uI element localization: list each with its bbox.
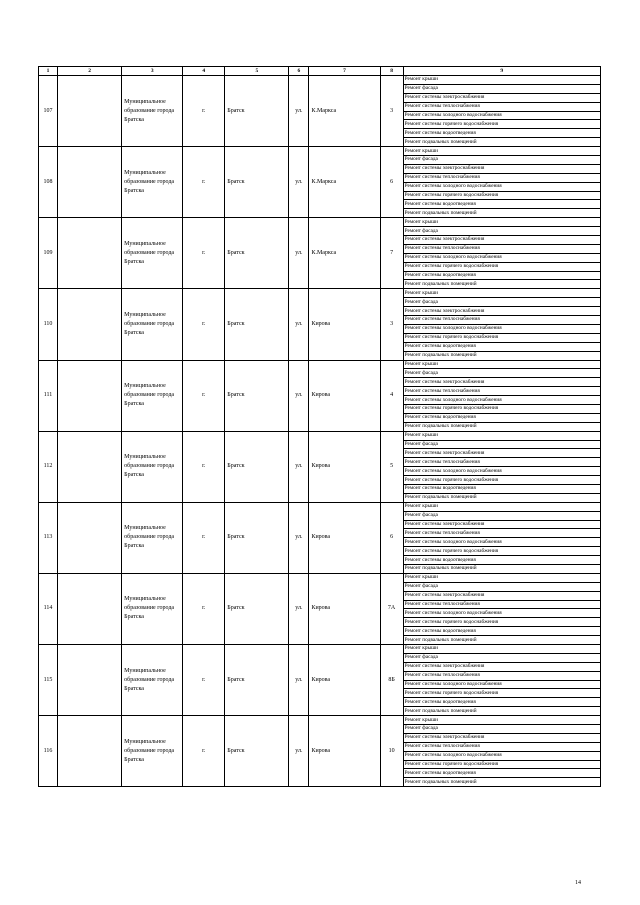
work-type-cell: Ремонт системы теплоснабжения bbox=[403, 173, 600, 182]
street-cell: Кирова bbox=[309, 573, 380, 644]
work-type-cell: Ремонт системы горячего водоснабжения bbox=[403, 404, 600, 413]
page-number: 14 bbox=[575, 880, 581, 886]
work-type-cell: Ремонт системы горячего водоснабжения bbox=[403, 191, 600, 200]
header-cell: 7 bbox=[309, 67, 380, 76]
work-type-cell: Ремонт крыши bbox=[403, 573, 600, 582]
works-table bbox=[38, 66, 601, 787]
row-number: 115 bbox=[39, 645, 58, 716]
work-type-cell: Ремонт системы горячего водоснабжения bbox=[403, 689, 600, 698]
work-type-cell: Ремонт фасада bbox=[403, 440, 600, 449]
header-cell: 8 bbox=[380, 67, 403, 76]
row-number: 109 bbox=[39, 218, 58, 289]
city-cell: Братск bbox=[225, 645, 289, 716]
owner-cell: Муниципальное образование города Братска bbox=[122, 716, 183, 787]
work-type-cell: Ремонт системы холодного водоснабжения bbox=[403, 324, 600, 333]
work-type-cell: Ремонт системы электроснабжения bbox=[403, 236, 600, 245]
work-type-cell: Ремонт фасада bbox=[403, 227, 600, 236]
table-row bbox=[39, 76, 601, 85]
owner-cell: Муниципальное образование города Братска bbox=[122, 289, 183, 360]
empty-cell bbox=[58, 502, 122, 573]
work-type-cell: Ремонт системы холодного водоснабжения bbox=[403, 182, 600, 191]
street-type-cell: ул. bbox=[289, 573, 309, 644]
work-type-cell: Ремонт системы теплоснабжения bbox=[403, 742, 600, 751]
work-type-cell: Ремонт системы теплоснабжения bbox=[403, 600, 600, 609]
street-cell: К.Маркса bbox=[309, 76, 380, 147]
work-type-cell: Ремонт фасада bbox=[403, 725, 600, 734]
house-number: 3 bbox=[380, 289, 403, 360]
work-type-cell: Ремонт фасада bbox=[403, 298, 600, 307]
work-type-cell: Ремонт системы горячего водоснабжения bbox=[403, 547, 600, 556]
house-number: 6 bbox=[380, 147, 403, 218]
header-cell: 4 bbox=[183, 67, 225, 76]
work-type-cell: Ремонт подвальных помещений bbox=[403, 138, 600, 147]
city-type-cell: г. bbox=[183, 360, 225, 431]
street-cell: Кирова bbox=[309, 502, 380, 573]
work-type-cell: Ремонт системы электроснабжения bbox=[403, 307, 600, 316]
street-type-cell: ул. bbox=[289, 431, 309, 502]
work-type-cell: Ремонт системы теплоснабжения bbox=[403, 316, 600, 325]
table-row bbox=[39, 573, 601, 582]
work-type-cell: Ремонт системы электроснабжения bbox=[403, 378, 600, 387]
row-number: 116 bbox=[39, 716, 58, 787]
work-type-cell: Ремонт подвальных помещений bbox=[403, 707, 600, 716]
work-type-cell: Ремонт системы электроснабжения bbox=[403, 733, 600, 742]
owner-cell: Муниципальное образование города Братска bbox=[122, 502, 183, 573]
work-type-cell: Ремонт системы электроснабжения bbox=[403, 449, 600, 458]
work-type-cell: Ремонт системы водоотведения bbox=[403, 413, 600, 422]
work-type-cell: Ремонт системы водоотведения bbox=[403, 698, 600, 707]
city-type-cell: г. bbox=[183, 431, 225, 502]
owner-cell: Муниципальное образование города Братска bbox=[122, 431, 183, 502]
work-type-cell: Ремонт системы электроснабжения bbox=[403, 93, 600, 102]
city-cell: Братск bbox=[225, 218, 289, 289]
owner-cell: Муниципальное образование города Братска bbox=[122, 76, 183, 147]
work-type-cell: Ремонт системы водоотведения bbox=[403, 129, 600, 138]
work-type-cell: Ремонт системы водоотведения bbox=[403, 556, 600, 565]
table-row bbox=[39, 502, 601, 511]
owner-cell: Муниципальное образование города Братска bbox=[122, 360, 183, 431]
table-row bbox=[39, 289, 601, 298]
city-cell: Братск bbox=[225, 76, 289, 147]
work-type-cell: Ремонт системы горячего водоснабжения bbox=[403, 618, 600, 627]
work-type-cell: Ремонт системы электроснабжения bbox=[403, 662, 600, 671]
work-type-cell: Ремонт системы электроснабжения bbox=[403, 164, 600, 173]
work-type-cell: Ремонт подвальных помещений bbox=[403, 422, 600, 431]
work-type-cell: Ремонт крыши bbox=[403, 716, 600, 725]
table-row bbox=[39, 147, 601, 156]
table-row bbox=[39, 218, 601, 227]
table-row bbox=[39, 431, 601, 440]
header-cell: 2 bbox=[58, 67, 122, 76]
work-type-cell: Ремонт подвальных помещений bbox=[403, 778, 600, 787]
work-type-cell: Ремонт системы холодного водоснабжения bbox=[403, 396, 600, 405]
work-type-cell: Ремонт системы горячего водоснабжения bbox=[403, 262, 600, 271]
street-cell: Кирова bbox=[309, 360, 380, 431]
work-type-cell: Ремонт системы электроснабжения bbox=[403, 591, 600, 600]
work-type-cell: Ремонт системы холодного водоснабжения bbox=[403, 467, 600, 476]
header-cell: 5 bbox=[225, 67, 289, 76]
work-type-cell: Ремонт системы теплоснабжения bbox=[403, 244, 600, 253]
row-number: 111 bbox=[39, 360, 58, 431]
work-type-cell: Ремонт системы водоотведения bbox=[403, 769, 600, 778]
owner-cell: Муниципальное образование города Братска bbox=[122, 147, 183, 218]
header-cell: 9 bbox=[403, 67, 600, 76]
work-type-cell: Ремонт фасада bbox=[403, 156, 600, 165]
house-number: 3 bbox=[380, 76, 403, 147]
work-type-cell: Ремонт крыши bbox=[403, 431, 600, 440]
empty-cell bbox=[58, 645, 122, 716]
city-type-cell: г. bbox=[183, 147, 225, 218]
work-type-cell: Ремонт системы холодного водоснабжения bbox=[403, 538, 600, 547]
work-type-cell: Ремонт системы холодного водоснабжения bbox=[403, 751, 600, 760]
work-type-cell: Ремонт крыши bbox=[403, 76, 600, 85]
street-type-cell: ул. bbox=[289, 76, 309, 147]
street-type-cell: ул. bbox=[289, 645, 309, 716]
row-number: 114 bbox=[39, 573, 58, 644]
header-cell: 3 bbox=[122, 67, 183, 76]
work-type-cell: Ремонт системы холодного водоснабжения bbox=[403, 253, 600, 262]
work-type-cell: Ремонт крыши bbox=[403, 360, 600, 369]
work-type-cell: Ремонт фасада bbox=[403, 369, 600, 378]
street-type-cell: ул. bbox=[289, 502, 309, 573]
work-type-cell: Ремонт подвальных помещений bbox=[403, 209, 600, 218]
table-row bbox=[39, 645, 601, 654]
row-number: 112 bbox=[39, 431, 58, 502]
city-cell: Братск bbox=[225, 431, 289, 502]
work-type-cell: Ремонт системы горячего водоснабжения bbox=[403, 760, 600, 769]
work-type-cell: Ремонт системы теплоснабжения bbox=[403, 671, 600, 680]
work-type-cell: Ремонт подвальных помещений bbox=[403, 351, 600, 360]
city-type-cell: г. bbox=[183, 645, 225, 716]
work-type-cell: Ремонт системы водоотведения bbox=[403, 484, 600, 493]
work-type-cell: Ремонт крыши bbox=[403, 147, 600, 156]
work-type-cell: Ремонт фасада bbox=[403, 84, 600, 93]
work-type-cell: Ремонт системы водоотведения bbox=[403, 627, 600, 636]
work-type-cell: Ремонт системы холодного водоснабжения bbox=[403, 609, 600, 618]
city-type-cell: г. bbox=[183, 573, 225, 644]
header-row bbox=[39, 67, 601, 76]
city-type-cell: г. bbox=[183, 218, 225, 289]
work-type-cell: Ремонт крыши bbox=[403, 289, 600, 298]
street-cell: Кирова bbox=[309, 431, 380, 502]
city-type-cell: г. bbox=[183, 716, 225, 787]
work-type-cell: Ремонт фасада bbox=[403, 511, 600, 520]
work-type-cell: Ремонт системы горячего водоснабжения bbox=[403, 476, 600, 485]
work-type-cell: Ремонт фасада bbox=[403, 653, 600, 662]
empty-cell bbox=[58, 218, 122, 289]
table-row bbox=[39, 716, 601, 725]
owner-cell: Муниципальное образование города Братска bbox=[122, 645, 183, 716]
header-cell: 1 bbox=[39, 67, 58, 76]
work-type-cell: Ремонт системы горячего водоснабжения bbox=[403, 120, 600, 129]
work-type-cell: Ремонт системы водоотведения bbox=[403, 200, 600, 209]
row-number: 107 bbox=[39, 76, 58, 147]
work-type-cell: Ремонт системы холодного водоснабжения bbox=[403, 680, 600, 689]
house-number: 6 bbox=[380, 502, 403, 573]
house-number: 7А bbox=[380, 573, 403, 644]
street-type-cell: ул. bbox=[289, 360, 309, 431]
city-cell: Братск bbox=[225, 502, 289, 573]
work-type-cell: Ремонт системы теплоснабжения bbox=[403, 529, 600, 538]
street-cell: Кирова bbox=[309, 716, 380, 787]
work-type-cell: Ремонт крыши bbox=[403, 645, 600, 654]
city-cell: Братск bbox=[225, 289, 289, 360]
work-type-cell: Ремонт подвальных помещений bbox=[403, 280, 600, 289]
street-type-cell: ул. bbox=[289, 147, 309, 218]
city-cell: Братск bbox=[225, 716, 289, 787]
work-type-cell: Ремонт крыши bbox=[403, 502, 600, 511]
row-number: 110 bbox=[39, 289, 58, 360]
work-type-cell: Ремонт системы теплоснабжения bbox=[403, 387, 600, 396]
work-type-cell: Ремонт фасада bbox=[403, 582, 600, 591]
row-number: 113 bbox=[39, 502, 58, 573]
empty-cell bbox=[58, 573, 122, 644]
house-number: 8Б bbox=[380, 645, 403, 716]
header-cell: 6 bbox=[289, 67, 309, 76]
work-type-cell: Ремонт системы теплоснабжения bbox=[403, 458, 600, 467]
street-type-cell: ул. bbox=[289, 218, 309, 289]
city-cell: Братск bbox=[225, 147, 289, 218]
city-type-cell: г. bbox=[183, 289, 225, 360]
empty-cell bbox=[58, 289, 122, 360]
work-type-cell: Ремонт крыши bbox=[403, 218, 600, 227]
empty-cell bbox=[58, 360, 122, 431]
house-number: 10 bbox=[380, 716, 403, 787]
city-cell: Братск bbox=[225, 573, 289, 644]
street-cell: К.Маркса bbox=[309, 147, 380, 218]
work-type-cell: Ремонт системы электроснабжения bbox=[403, 520, 600, 529]
work-type-cell: Ремонт системы холодного водоснабжения bbox=[403, 111, 600, 120]
street-cell: К.Маркса bbox=[309, 218, 380, 289]
city-type-cell: г. bbox=[183, 502, 225, 573]
work-type-cell: Ремонт подвальных помещений bbox=[403, 493, 600, 502]
empty-cell bbox=[58, 716, 122, 787]
house-number: 4 bbox=[380, 360, 403, 431]
work-type-cell: Ремонт подвальных помещений bbox=[403, 636, 600, 645]
city-type-cell: г. bbox=[183, 76, 225, 147]
work-type-cell: Ремонт системы горячего водоснабжения bbox=[403, 333, 600, 342]
street-type-cell: ул. bbox=[289, 716, 309, 787]
street-cell: Кирова bbox=[309, 645, 380, 716]
house-number: 5 bbox=[380, 431, 403, 502]
house-number: 7 bbox=[380, 218, 403, 289]
empty-cell bbox=[58, 147, 122, 218]
work-type-cell: Ремонт подвальных помещений bbox=[403, 564, 600, 573]
table-row bbox=[39, 360, 601, 369]
owner-cell: Муниципальное образование города Братска bbox=[122, 218, 183, 289]
empty-cell bbox=[58, 431, 122, 502]
row-number: 108 bbox=[39, 147, 58, 218]
street-cell: Кирова bbox=[309, 289, 380, 360]
city-cell: Братск bbox=[225, 360, 289, 431]
work-type-cell: Ремонт системы водоотведения bbox=[403, 342, 600, 351]
owner-cell: Муниципальное образование города Братска bbox=[122, 573, 183, 644]
work-type-cell: Ремонт системы теплоснабжения bbox=[403, 102, 600, 111]
street-type-cell: ул. bbox=[289, 289, 309, 360]
empty-cell bbox=[58, 76, 122, 147]
work-type-cell: Ремонт системы водоотведения bbox=[403, 271, 600, 280]
